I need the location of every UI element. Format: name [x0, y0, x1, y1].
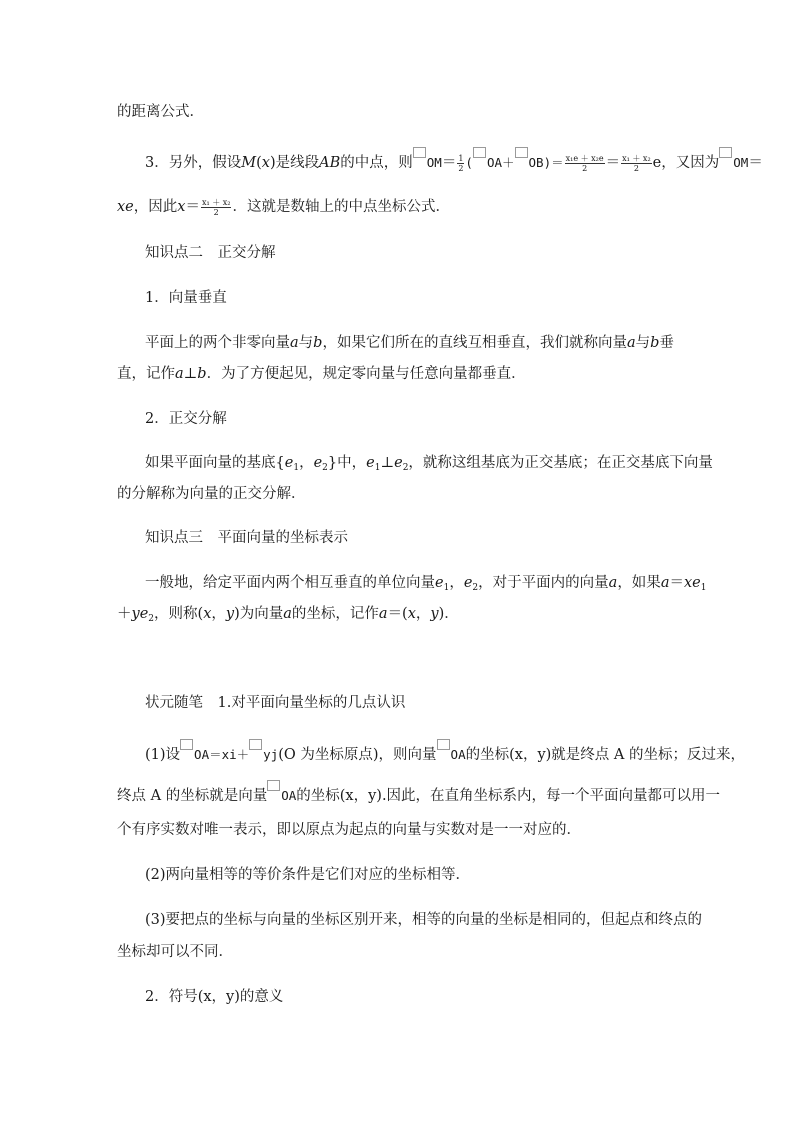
fraction-numerator: x₁ ＋ x₂ — [201, 197, 231, 207]
text: ＋ — [117, 606, 132, 622]
fraction — [201, 198, 232, 217]
vector-yj — [249, 745, 278, 765]
vector-label: OA — [450, 747, 466, 762]
text: ，对于平面内的向量 — [478, 575, 609, 591]
text: ，如果它们所在的直线互相垂直，我们就称向量 — [322, 335, 627, 351]
math-var: b — [650, 335, 660, 351]
subscript: 2 — [148, 614, 155, 624]
subscript: 2 — [322, 463, 328, 473]
text: (2)两向量相等的等价条件是它们对应的坐标相等． — [145, 867, 471, 883]
fraction-numerator: x₁ ＋ x₂ — [622, 153, 651, 163]
text: 平面上的两个非零向量 — [145, 335, 290, 351]
vector-arrow-placeholder — [473, 147, 486, 158]
vector-label: OM — [426, 155, 442, 170]
text: 一般地，给定平面内两个相互垂直的单位向量 — [145, 575, 435, 591]
text: 状元随笔 1.对平面向量坐标的几点认识 — [145, 695, 406, 711]
subscript: 1 — [293, 463, 300, 473]
fraction-numerator: 1 — [458, 153, 464, 163]
vector-label: OB — [528, 155, 544, 170]
text: ⊥ — [380, 455, 395, 471]
subscript: 1 — [443, 583, 450, 593]
text-line — [117, 197, 450, 217]
math-var: xe — [683, 575, 701, 591]
math-var: x — [261, 155, 270, 171]
vector-arrow-placeholder — [249, 739, 262, 750]
math-var: a — [283, 606, 292, 622]
tip-heading — [145, 693, 405, 713]
text-line — [117, 364, 526, 384]
text: 2．符号(x，y)的意义 — [145, 989, 284, 1005]
math-var: a — [660, 575, 670, 591]
text-line — [145, 745, 745, 765]
vector-oa — [473, 153, 502, 173]
vector-label: OA — [281, 788, 297, 803]
vector-oa — [267, 786, 296, 806]
text: ＝ — [441, 155, 457, 171]
text-line — [145, 453, 713, 478]
text-line — [117, 102, 204, 122]
subsection-heading — [145, 288, 227, 308]
vector-om — [719, 153, 748, 173]
text-line — [117, 786, 720, 806]
text: ， — [449, 575, 464, 591]
subscript: 2 — [472, 583, 479, 593]
fraction — [457, 154, 464, 173]
text-line — [117, 484, 306, 504]
vector-arrow-placeholder — [437, 739, 450, 750]
text: )＝ — [543, 155, 564, 170]
vector-oa — [437, 745, 466, 765]
text-line — [117, 942, 233, 962]
text: 与 — [298, 335, 314, 351]
fraction-denominator: 2 — [213, 207, 219, 217]
text: ，就称这组基底为正交基底；在正交基底下向量 — [408, 455, 713, 471]
fraction-numerator: x₁e ＋ x₂e — [565, 153, 604, 163]
text: ＝ — [605, 155, 621, 171]
vector-oa — [180, 745, 209, 765]
vector-arrow-placeholder — [719, 147, 732, 158]
text: 1．向量垂直 — [145, 290, 227, 306]
text: ＋ — [502, 155, 515, 170]
text: ， — [211, 606, 226, 622]
math-var: a — [626, 335, 636, 351]
text: 知识点二 正交分解 — [145, 245, 276, 261]
math-var: a — [378, 606, 388, 622]
vector-label: OM — [733, 155, 749, 170]
text: 坐标却可以不同． — [117, 944, 233, 960]
text: (3)要把点的坐标与向量的坐标区别开来，相等的向量的坐标是相同的，但起点和终点的 — [145, 912, 703, 928]
text-line — [145, 865, 470, 885]
math-var: xe — [117, 199, 134, 215]
text: ， — [299, 455, 314, 471]
text: 的分解称为向量的正交分解． — [117, 486, 306, 502]
math-var: x — [407, 606, 416, 622]
text: 与 — [635, 335, 651, 351]
fraction-denominator: 2 — [582, 163, 588, 173]
text: ⊥ — [183, 366, 198, 382]
text: 2．正交分解 — [145, 411, 227, 427]
text-line — [145, 573, 706, 598]
math-var: x — [177, 199, 186, 215]
vector-label: OA — [486, 155, 503, 170]
math-var: e — [284, 455, 294, 471]
text: )． — [438, 606, 459, 622]
vector-arrow-placeholder — [180, 739, 193, 750]
text: 3．另外，假设 — [145, 155, 242, 171]
vector-arrow-placeholder — [267, 780, 280, 791]
fraction — [621, 154, 652, 173]
vector-om — [413, 153, 442, 173]
text: 垂 — [659, 335, 674, 351]
math-var: AB — [319, 155, 341, 171]
math-var: a — [175, 366, 184, 382]
vector-label: OA — [194, 747, 210, 762]
vector-arrow-placeholder — [413, 147, 426, 158]
fraction-denominator: 2 — [458, 163, 464, 173]
vector-label: yj — [263, 747, 279, 762]
math-var: e — [313, 455, 323, 471]
text: )为向量 — [234, 606, 284, 622]
text: 的中点，则 — [340, 155, 413, 171]
text: }中， — [327, 455, 367, 471]
math-var: e — [435, 575, 444, 591]
text: ( — [256, 155, 262, 171]
text: 的坐标(x，y)就是终点 A 的坐标；反过来， — [465, 747, 745, 763]
section-heading — [145, 243, 276, 263]
text-line — [145, 153, 763, 173]
math-var: M — [241, 155, 257, 171]
text: ＝xi＋ — [209, 747, 250, 762]
text: e，又因为 — [652, 155, 720, 171]
subscript: 2 — [402, 463, 409, 473]
math-var: ye — [131, 606, 149, 622]
text: 的距离公式． — [117, 104, 204, 120]
text: (O 为坐标原点)，则向量 — [278, 747, 437, 763]
text: ＝( — [387, 606, 408, 622]
text-line — [117, 820, 581, 840]
text: ， — [415, 606, 431, 622]
fraction-denominator: 2 — [633, 163, 639, 173]
text: ＝ — [669, 575, 684, 591]
text: ＝ — [748, 155, 763, 171]
math-var: e — [463, 575, 473, 591]
text-line — [117, 604, 459, 629]
text: ，因此 — [133, 199, 178, 215]
text: 知识点三 平面向量的坐标表示 — [145, 530, 348, 546]
text: 终点 A 的坐标就是向量 — [117, 788, 268, 804]
fraction — [565, 154, 605, 173]
text: ，如果 — [617, 575, 661, 591]
math-var: e — [366, 455, 375, 471]
text: 的坐标，记作 — [291, 606, 379, 622]
subsection-heading — [145, 409, 227, 429]
subscript: 1 — [374, 463, 381, 473]
text: 的坐标(x，y).因此，在直角坐标系内，每一个平面向量都可以用一 — [296, 788, 721, 804]
text: ＝ — [185, 199, 200, 215]
vector-ob — [515, 153, 544, 173]
text: )是线段 — [269, 155, 320, 171]
text: ．为了方便起见，规定零向量与任意向量都垂直． — [206, 366, 526, 382]
math-var: y — [430, 606, 439, 622]
text: 直，记作 — [117, 366, 175, 382]
text-line — [145, 910, 702, 930]
math-var: a — [290, 335, 299, 351]
text: ，则称( — [154, 606, 204, 622]
text-line — [145, 333, 674, 353]
math-var: x — [203, 606, 212, 622]
text: ( — [465, 155, 473, 170]
text: ．这就是数轴上的中点坐标公式． — [232, 199, 450, 215]
text: 如果平面向量的基底{ — [145, 455, 285, 471]
text: (1)设 — [145, 747, 181, 763]
text: 个有序实数对唯一表示，即以原点为起点的向量与实数对是一一对应的． — [117, 822, 581, 838]
vector-arrow-placeholder — [515, 147, 528, 158]
math-var: a — [608, 575, 618, 591]
section-heading — [145, 528, 348, 548]
subsection-heading — [145, 987, 283, 1007]
math-var: e — [394, 455, 403, 471]
subscript: 1 — [700, 583, 707, 593]
math-var: b — [197, 366, 207, 382]
math-var: b — [313, 335, 323, 351]
math-var: y — [225, 606, 235, 622]
